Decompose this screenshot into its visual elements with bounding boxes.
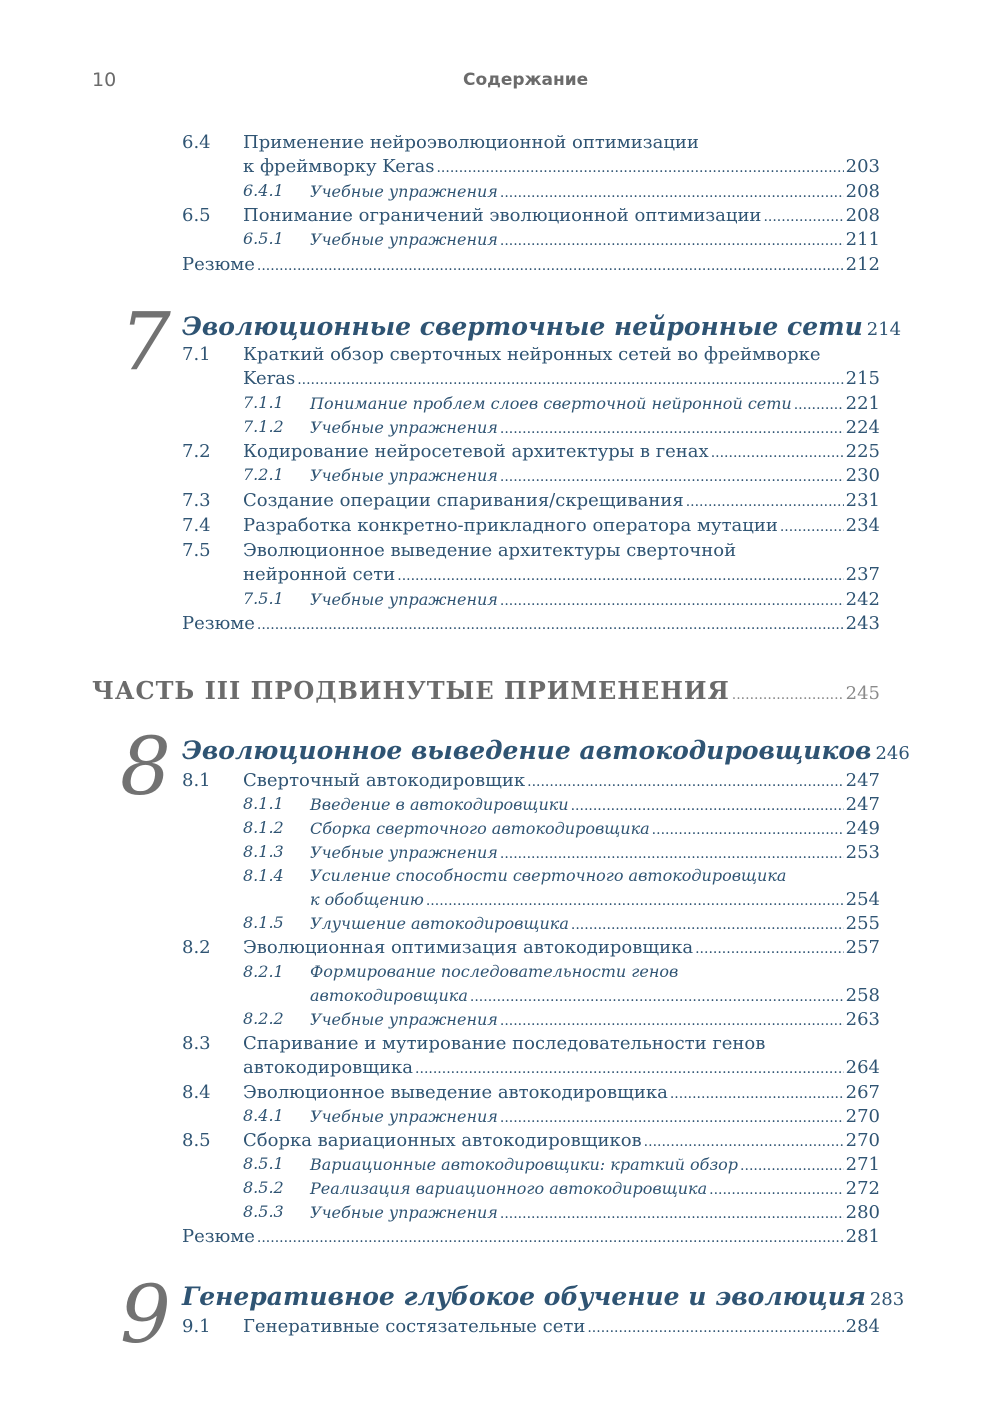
toc-entry-8-1[interactable]	[0, 770, 880, 796]
subsection-title: Учебные упражнения	[310, 182, 498, 201]
toc-entry-8-5-2[interactable]	[0, 1178, 880, 1204]
toc-chapter-8[interactable]	[182, 736, 910, 766]
page-ref: 253	[845, 842, 880, 863]
section-title: Кодирование нейросетевой архитектуры в генах	[243, 441, 709, 462]
section-number: 8.3	[182, 1033, 211, 1054]
subsection-number: 7.1.1	[243, 393, 284, 412]
summary-title: Резюме	[182, 613, 255, 634]
toc-entry-7-4[interactable]	[0, 515, 880, 541]
leader-dots	[780, 519, 844, 535]
page-number: 10	[92, 69, 117, 91]
section-number: 6.4	[182, 132, 211, 153]
subsection-number: 8.4.1	[243, 1106, 284, 1125]
leader-dots	[500, 185, 844, 201]
page-ref: 281	[845, 1226, 880, 1247]
subsection-title: Учебные упражнения	[310, 590, 498, 609]
toc-entry-8-1-1[interactable]	[0, 794, 880, 820]
toc-entry-7-1-cont[interactable]	[243, 368, 880, 394]
page-ref: 280	[845, 1202, 880, 1223]
toc-entry-8-2[interactable]	[0, 937, 880, 963]
leader-dots	[652, 822, 844, 838]
leader-dots	[695, 941, 844, 957]
subsection-title: Учебные упражнения	[310, 418, 498, 437]
toc-entry-8-4-1[interactable]	[0, 1106, 880, 1132]
leader-dots	[500, 421, 844, 437]
leader-dots	[571, 798, 844, 814]
section-number: 7.1	[182, 344, 211, 365]
subsection-number: 8.2.1	[243, 962, 284, 981]
page-ref: 258	[845, 985, 880, 1006]
toc-entry-8-4[interactable]	[0, 1082, 880, 1108]
page-ref: 271	[845, 1154, 880, 1175]
section-number: 8.4	[182, 1082, 211, 1103]
toc-entry-7-5-1[interactable]	[0, 589, 880, 615]
subsection-title: Введение в автокодировщики	[310, 795, 569, 814]
leader-dots	[709, 1182, 844, 1198]
leader-dots	[711, 445, 844, 461]
subsection-title: Улучшение автокодировщика	[310, 914, 569, 933]
toc-entry-8-1-3[interactable]	[0, 842, 880, 868]
page-ref: 212	[845, 254, 880, 275]
section-title: Эволюционная оптимизация автокодировщика	[243, 937, 694, 958]
subsection-title: Реализация вариационного автокодировщика	[310, 1179, 708, 1198]
toc-entry-7-3[interactable]	[0, 490, 880, 516]
toc-part-3[interactable]	[92, 676, 880, 706]
section-title: Разработка конкретно-прикладного оператора мутации	[243, 515, 778, 536]
subsection-title: Учебные упражнения	[310, 1203, 498, 1222]
section-title: Генеративные состязательные сети	[243, 1316, 586, 1337]
section-title-line1: Эволюционное выведение архитектуры сверточной	[243, 540, 737, 561]
chapter-title: Генеративное глубокое обучение и эволюция	[182, 1282, 866, 1311]
toc-chapter-7[interactable]	[182, 312, 902, 342]
subsection-number: 7.5.1	[243, 589, 284, 608]
chapter-title: Эволюционное выведение автокодировщиков	[182, 736, 872, 765]
page-ref: 203	[845, 156, 880, 177]
section-number: 6.5	[182, 205, 211, 226]
subsection-number: 8.2.2	[243, 1009, 284, 1028]
section-number: 8.5	[182, 1130, 211, 1151]
page-ref: 211	[845, 229, 880, 250]
subsection-title: Учебные упражнения	[310, 843, 498, 862]
toc-entry-6-5-1[interactable]	[0, 229, 880, 255]
section-title-line1: Краткий обзор сверточных нейронных сетей во фреймворке	[243, 344, 821, 365]
chapter-number-7: 7	[120, 295, 171, 388]
toc-entry-7-2-1[interactable]	[0, 465, 880, 491]
leader-dots	[436, 160, 843, 176]
leader-dots	[257, 617, 844, 633]
page-ref: 243	[845, 613, 880, 634]
page-ref: 249	[845, 818, 880, 839]
subsection-title: Учебные упражнения	[310, 466, 498, 485]
leader-dots	[686, 494, 844, 510]
section-number: 7.2	[182, 441, 211, 462]
toc-entry-8-2-2[interactable]	[0, 1009, 880, 1035]
toc-entry-8-1-5[interactable]	[0, 913, 880, 939]
toc-entry-summary-8[interactable]	[182, 1226, 880, 1252]
section-number: 8.1	[182, 770, 211, 791]
page-ref: 230	[845, 465, 880, 486]
toc-entry-9-1[interactable]	[0, 1316, 880, 1342]
section-number: 7.3	[182, 490, 211, 511]
subsection-number: 6.5.1	[243, 229, 284, 248]
leader-dots	[571, 917, 844, 933]
page-ref: 215	[845, 368, 880, 389]
page-ref: 225	[845, 441, 880, 462]
subsection-number: 8.1.2	[243, 818, 284, 837]
section-title: Эволюционное выведение автокодировщика	[243, 1082, 668, 1103]
page-ref: 214	[866, 319, 902, 340]
section-title: Сверточный автокодировщик	[243, 770, 526, 791]
page-ref: 245	[845, 683, 880, 704]
subsection-number: 8.1.5	[243, 913, 284, 932]
toc-entry-7-1-2[interactable]	[0, 417, 880, 443]
subsection-title: Учебные упражнения	[310, 1107, 498, 1126]
leader-dots	[426, 893, 844, 909]
section-number: 7.4	[182, 515, 211, 536]
subsection-title: Вариационные автокодировщики: краткий обзор	[310, 1155, 739, 1174]
toc-entry-7-2[interactable]	[0, 441, 880, 467]
leader-dots	[257, 1230, 844, 1246]
subsection-number: 8.1.3	[243, 842, 284, 861]
toc-entry-8-1-4-cont[interactable]	[310, 889, 880, 915]
leader-dots	[500, 1013, 844, 1029]
page-ref: 234	[845, 515, 880, 536]
section-title: Сборка вариационных автокодировщиков	[243, 1130, 642, 1151]
page-ref: 246	[875, 743, 910, 764]
leader-dots	[297, 372, 843, 388]
subsection-number: 8.1.4	[243, 866, 284, 885]
page-ref: 242	[845, 589, 880, 610]
subsection-number: 8.5.3	[243, 1202, 284, 1221]
subsection-number: 7.2.1	[243, 465, 284, 484]
leader-dots	[527, 774, 844, 790]
toc-entry-8-5[interactable]	[0, 1130, 880, 1156]
page-ref: 270	[845, 1106, 880, 1127]
leader-dots	[500, 846, 844, 862]
page-ref: 247	[845, 770, 880, 791]
toc-entry-8-5-1[interactable]	[0, 1154, 880, 1180]
subsection-number: 8.5.2	[243, 1178, 284, 1197]
page-ref: 247	[845, 794, 880, 815]
section-title: Создание операции спаривания/скрещивания	[243, 490, 684, 511]
subsection-title-line1: Формирование последовательности генов	[310, 962, 679, 981]
toc-entry-summary-7[interactable]	[182, 613, 880, 639]
page-ref: 231	[845, 490, 880, 511]
toc-entry-summary-6[interactable]	[182, 254, 880, 280]
subsection-title-line2: автокодировщика	[310, 986, 468, 1005]
section-title-line1: Применение нейроэволюционной оптимизации	[243, 132, 699, 153]
page-ref: 270	[845, 1130, 880, 1151]
toc-entry-8-1-2[interactable]	[0, 818, 880, 844]
page-ref: 208	[845, 205, 880, 226]
toc-entry-6-4-1[interactable]	[0, 181, 880, 207]
page-ref: 263	[845, 1009, 880, 1030]
chapter-number-8: 8	[120, 720, 171, 813]
leader-dots	[397, 568, 843, 584]
page-ref: 224	[845, 417, 880, 438]
section-title-line1: Спаривание и мутирование последовательности генов	[243, 1033, 766, 1054]
toc-chapter-9[interactable]	[182, 1282, 905, 1312]
page-ref: 272	[845, 1178, 880, 1199]
toc-entry-6-4-cont[interactable]	[243, 156, 880, 182]
chapter-title: Эволюционные сверточные нейронные сети	[182, 312, 863, 341]
leader-dots	[587, 1320, 843, 1336]
toc-entry-8-2-1-cont[interactable]	[310, 985, 880, 1011]
section-number: 9.1	[182, 1316, 211, 1337]
section-title-line2: к фреймворку Keras	[243, 156, 435, 177]
leader-dots	[500, 1206, 844, 1222]
page-ref: 255	[845, 913, 880, 934]
page-ref: 264	[845, 1057, 880, 1078]
subsection-title: Сборка сверточного автокодировщика	[310, 819, 650, 838]
section-number: 8.2	[182, 937, 211, 958]
page-ref: 267	[845, 1082, 880, 1103]
leader-dots	[415, 1061, 844, 1077]
toc-entry-8-3-cont[interactable]	[243, 1057, 880, 1083]
leader-dots	[670, 1086, 844, 1102]
subsection-number: 6.4.1	[243, 181, 284, 200]
toc-entry-7-1-1[interactable]	[0, 393, 880, 419]
leader-dots	[644, 1134, 844, 1150]
leader-dots	[500, 469, 844, 485]
leader-dots	[794, 397, 844, 413]
leader-dots	[257, 258, 844, 274]
subsection-number: 8.5.1	[243, 1154, 284, 1173]
leader-dots	[470, 989, 844, 1005]
toc-entry-8-5-3[interactable]	[0, 1202, 880, 1228]
leader-dots	[500, 1110, 844, 1126]
leader-dots	[740, 1158, 844, 1174]
page-ref: 284	[845, 1316, 880, 1337]
toc-entry-7-5-cont[interactable]	[243, 564, 880, 590]
subsection-title: Учебные упражнения	[310, 1010, 498, 1029]
page-ref: 254	[845, 889, 880, 910]
part-title: ЧАСТЬ III ПРОДВИНУТЫЕ ПРИМЕНЕНИЯ	[92, 676, 730, 705]
subsection-title-line1: Усиление способности сверточного автокодировщика	[310, 866, 787, 885]
leader-dots	[763, 209, 843, 225]
toc-entry-6-5[interactable]	[0, 205, 880, 231]
page-ref: 208	[845, 181, 880, 202]
section-title-line2: Keras	[243, 368, 296, 389]
page-ref: 257	[845, 937, 880, 958]
leader-dots	[500, 593, 844, 609]
page-ref: 283	[869, 1289, 905, 1310]
summary-title: Резюме	[182, 254, 255, 275]
chapter-number-9: 9	[120, 1268, 171, 1361]
leader-dots	[732, 687, 844, 703]
section-title-line2: автокодировщика	[243, 1057, 414, 1078]
subsection-title: Понимание проблем слоев сверточной нейронной сети	[310, 394, 792, 413]
page-ref: 237	[845, 564, 880, 585]
subsection-title-line2: к обобщению	[310, 890, 424, 909]
section-title-line2: нейронной сети	[243, 564, 396, 585]
subsection-title: Учебные упражнения	[310, 230, 498, 249]
section-number: 7.5	[182, 540, 211, 561]
section-title: Понимание ограничений эволюционной оптимизации	[243, 205, 762, 226]
page-ref: 221	[845, 393, 880, 414]
subsection-number: 8.1.1	[243, 794, 284, 813]
running-header: Содержание	[463, 70, 589, 90]
subsection-number: 7.1.2	[243, 417, 284, 436]
leader-dots	[500, 233, 844, 249]
summary-title: Резюме	[182, 1226, 255, 1247]
